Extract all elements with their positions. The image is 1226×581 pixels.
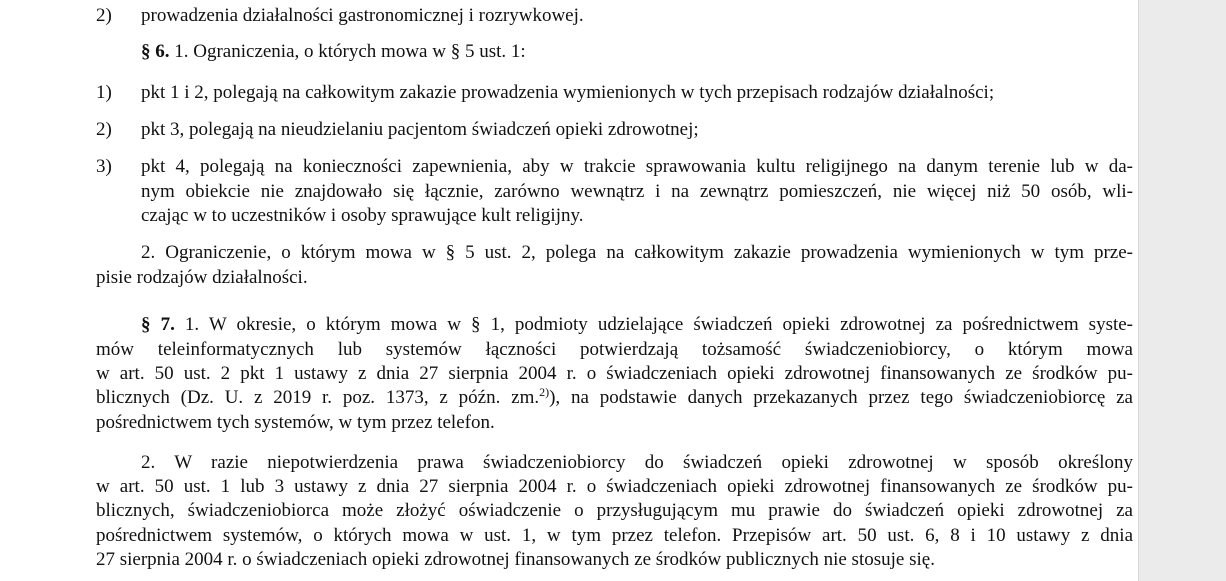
list-item: [0, 118, 1138, 142]
text-line: [0, 204, 1138, 228]
item-number: 2): [96, 119, 112, 140]
list-item: [0, 81, 1138, 105]
item-text: pkt 3, polegają na nieudzielaniu pacjentom świadczeń opieki zdrowotnej;: [141, 119, 699, 140]
section-mark: § 6.: [141, 41, 170, 62]
paragraph-text: pośrednictwem systemów, o których mowa w ust. 1, w tym przez telefon. Przepisów art. 50 ust. 6, 8 i 10 ustawy z dnia: [96, 525, 1133, 546]
paragraph-text: 2. W razie niepotwierdzenia prawa świadczeniobiorcy do świadczeń opieki zdrowotnej w sposób określony: [141, 452, 1133, 473]
item-text-line: nym obiekcie nie znajdowało się łącznie, zarówno wewnątrz i na zewnątrz pomieszczeń, nie więcej niż 50 osób, wli-: [141, 181, 1133, 202]
section-intro-text: 1. Ograniczenia, o których mowa w § 5 ust. 1:: [174, 41, 526, 62]
text-line: [0, 180, 1138, 204]
paragraph-line: [0, 524, 1138, 548]
section-7-line: [0, 313, 1138, 337]
paragraph-line: [0, 338, 1138, 362]
item-number: 3): [96, 156, 112, 177]
list-item: [0, 4, 1138, 28]
paragraph-text: blicznych, świadczeniobiorca może złożyć oświadczenie o przysługującym mu prawie do świadczeń opieki zdrowotnej za: [96, 500, 1133, 521]
section-mark: § 7.: [141, 314, 175, 335]
paragraph-text: 1. W okresie, o którym mowa w § 1, podmioty udzielające świadczeń opieki zdrowotnej za pośrednictwem syste-: [184, 314, 1134, 335]
paragraph-text: pośrednictwem tych systemów, w tym przez telefon.: [96, 412, 495, 433]
item-number: 2): [96, 5, 112, 26]
item-text-line: czając w to uczestników i osoby sprawujące kult religijny.: [141, 205, 584, 226]
paragraph-line: [0, 451, 1138, 475]
footnote-ref[interactable]: 2): [539, 385, 550, 399]
item-text: pkt 1 i 2, polegają na całkowitym zakazie prowadzenia wymienionych w tych przepisach rodzajów działalności;: [141, 82, 995, 103]
paragraph-line: [0, 499, 1138, 523]
paragraph-line: [0, 411, 1138, 435]
paragraph-line: [0, 475, 1138, 499]
paragraph-line: [0, 386, 1138, 410]
item-number: 1): [96, 82, 112, 103]
paragraph-text: blicznych (Dz. U. z 2019 r. poz. 1373, z późn. zm.: [96, 387, 540, 408]
section-6-intro: [0, 40, 1138, 64]
list-item: [0, 155, 1138, 179]
item-text: prowadzenia działalności gastronomicznej i rozrywkowej.: [141, 5, 584, 26]
paragraph-text: 2. Ograniczenie, o którym mowa w § 5 ust. 2, polega na całkowitym zakazie prowadzenia wymienionych w tym prze-: [141, 242, 1133, 263]
paragraph-line: [0, 362, 1138, 386]
paragraph-text: w art. 50 ust. 2 pkt 1 ustawy z dnia 27 sierpnia 2004 r. o świadczeniach opieki zdrowotnej finansowanych ze środków pu-: [96, 363, 1133, 384]
viewer-side-panel: [1138, 0, 1226, 581]
paragraph-text: w art. 50 ust. 1 lub 3 ustawy z dnia 27 sierpnia 2004 r. o świadczeniach opieki zdrowotnej finansowanych ze środków pu-: [96, 476, 1133, 497]
paragraph-text: ), na podstawie danych przekazanych przez tego świadczeniobiorcę za: [549, 387, 1133, 408]
item-text-line: pkt 4, polegają na konieczności zapewnienia, aby w trakcie sprawowania kultu religijnego na danym terenie lub w da-: [141, 156, 1133, 177]
paragraph-line: [0, 241, 1138, 265]
paragraph-line: [0, 266, 1138, 290]
paragraph-text: mów teleinformatycznych lub systemów łączności potwierdzają tożsamość świadczeniobiorcy, o którym mowa: [96, 339, 1133, 360]
paragraph-line: [0, 548, 1138, 572]
paragraph-text: pisie rodzajów działalności.: [96, 267, 308, 288]
paragraph-text: 27 sierpnia 2004 r. o świadczeniach opieki zdrowotnej finansowanych ze środków publicznych nie stosuje się.: [96, 549, 935, 570]
